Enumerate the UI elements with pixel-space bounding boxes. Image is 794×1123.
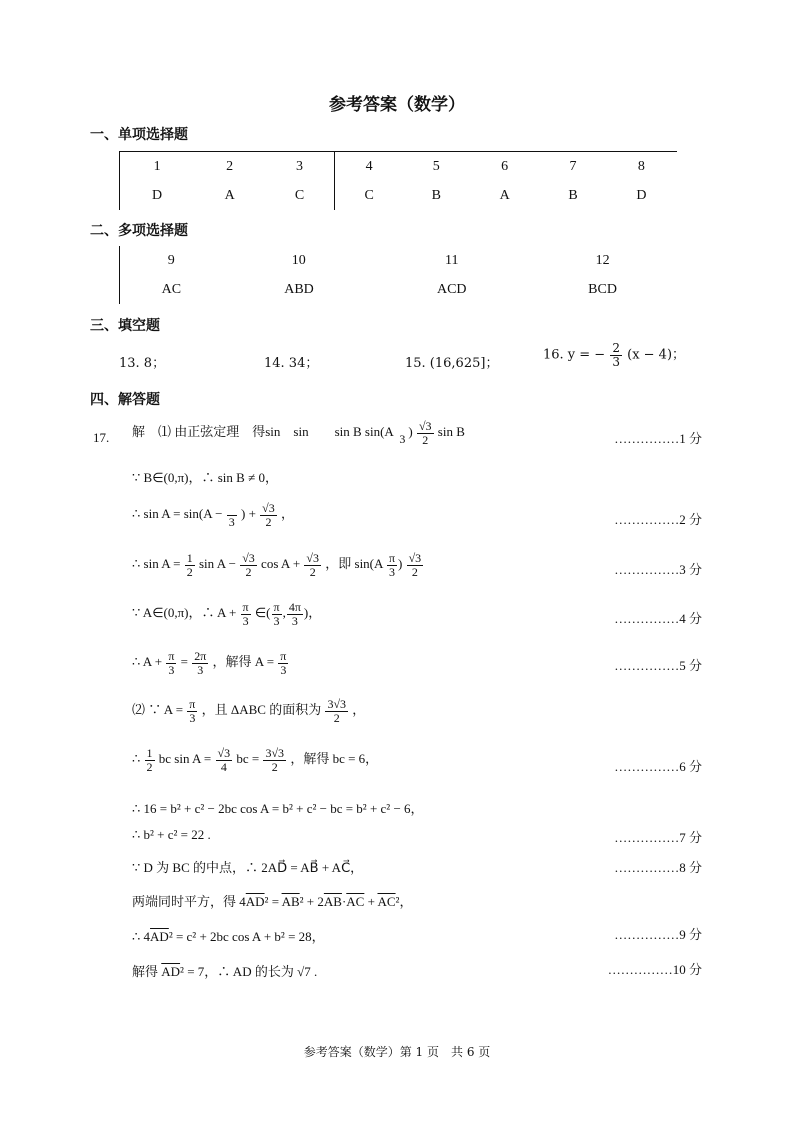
q16-suffix: (x − 4)；	[627, 347, 686, 363]
score-marker: ……………6 分	[614, 759, 702, 774]
fill-answer-16	[543, 342, 685, 368]
section-heading-multi-choice: 二、多项选择题	[90, 223, 188, 239]
question-number: 2	[226, 158, 234, 174]
answer-cell: B	[568, 187, 578, 203]
solution-line-11: ∵ D 为 BC 的中点，∴ 2AD⃗ = AB⃗ + AC⃗，	[132, 860, 364, 875]
solution-line-12: 两端同时平方，得 $4\overline{AD}^2 = \overline{AB}^2 + 2\overline{AB}\cdot\overline{AC} + \overline{AC}^2$，	[132, 894, 413, 909]
fill-answer-15: 15. (16,625]；	[405, 356, 499, 371]
q16-prefix: 16. y = −	[543, 347, 606, 363]
question-number: 3	[296, 158, 304, 174]
answer-cell: ABD	[284, 281, 314, 297]
page-title: 参考答案（数学）	[329, 95, 465, 115]
question-number: 5	[432, 158, 440, 174]
answer-cell: C	[334, 181, 403, 210]
section-heading-fill-blank: 三、填空题	[90, 318, 160, 334]
solution-line-2: ∵ B∈(0,π)，∴ sin B ≠ 0，	[132, 470, 278, 485]
solution-line-8: ∴ $\frac{1}{2}$ bc sin A = $\frac{√3}{4}$ bc = $\frac{3√3}{2}$ ，解得 bc = 6，	[132, 746, 379, 774]
solution-line-6: ∴ A + $\frac{\pi}{3}$ = $\frac{2\pi}{3}$ ，解得 A = $\frac{\pi}{3}$	[132, 649, 287, 677]
answer-cell: B	[431, 187, 441, 203]
solution-line-5: ∵ A∈(0,π)，∴ A + $\frac{\pi}{3}$ ∈( $\frac{\pi}{3}$ , $\frac{4\pi}{3}$ )，	[132, 600, 322, 628]
section-heading-single-choice: 一、单项选择题	[90, 127, 188, 143]
question-number: 8	[637, 158, 645, 174]
score-marker: ……………5 分	[614, 658, 702, 673]
solution-line-14: 解得 $\overline{AD}^2 = 7$，∴ AD 的长为 √7 .	[132, 964, 318, 979]
question-number: 4	[334, 152, 403, 182]
score-marker: ……………1 分	[614, 431, 702, 446]
single-choice-answer-table	[119, 151, 677, 210]
fraction: $\frac{2}{3}$	[612, 341, 620, 369]
score-marker: ……………8 分	[614, 860, 702, 875]
question-number: 10	[291, 252, 306, 268]
answer-cell: ACD	[436, 281, 467, 297]
score-marker: ……………2 分	[614, 512, 702, 527]
solution-line-9: ∴ 16 = b² + c² − 2bc cos A = b² + c² − bc = b² + c² − 6，	[132, 801, 424, 816]
fill-answer-14: 14. 34；	[264, 356, 319, 371]
score-marker: ……………10 分	[607, 962, 702, 977]
solution-line-1: 解 ⑴ 由正弦定理 得sin sin sin B sin(A 3 ) $\frac{√3}{2}$ sin B	[132, 419, 465, 447]
answer-cell: C	[294, 187, 305, 203]
score-marker: ……………3 分	[614, 562, 702, 577]
score-marker: ……………4 分	[614, 611, 702, 626]
multi-choice-answer-table	[119, 246, 677, 304]
question-number: 7	[569, 158, 577, 174]
solution-line-13: ∴ $4\overline{AD}^2 = c^2 + 2bc$ cos A + b² = 28，	[132, 929, 325, 944]
question-number: 6	[501, 158, 509, 174]
solution-line-4: ∴ sin A = $\frac{1}{2}$ sin A − $\frac{√3}{2}$ cos A + $\frac{√3}{2}$ ，即 sin(A $\frac{\pi}{3}$ ) $\frac{√3}{2}$	[132, 551, 422, 579]
question-number: 11	[445, 252, 459, 268]
answer-cell: AC	[120, 275, 223, 304]
answer-cell: BCD	[588, 281, 617, 297]
question-number: 9	[120, 246, 223, 275]
answer-cell: D	[120, 181, 195, 210]
solution-line-10: ∴ b² + c² = 22 .	[132, 827, 211, 842]
question-number: 1	[120, 152, 195, 182]
question-number-17: 17.	[93, 430, 110, 445]
solution-line-3: ∴ sin A = sin(A − 3 ) + $\frac{√3}{2}$ ，	[132, 501, 295, 529]
score-marker: ……………7 分	[614, 830, 702, 845]
question-number: 12	[595, 252, 610, 268]
answer-cell: D	[636, 187, 647, 203]
section-heading-solutions: 四、解答题	[90, 392, 160, 408]
answer-cell: A	[499, 187, 510, 203]
page-footer: 参考答案（数学）第 1 页 共 6 页	[303, 1045, 491, 1059]
score-marker: ……………9 分	[614, 927, 702, 942]
solution-line-7: ⑵ ∵ A = $\frac{\pi}{3}$ ，且 ΔABC 的面积为 $\frac{3√3}{2}$ ，	[132, 697, 366, 725]
answer-cell: A	[224, 187, 235, 203]
fill-answer-13: 13. 8；	[119, 356, 166, 371]
